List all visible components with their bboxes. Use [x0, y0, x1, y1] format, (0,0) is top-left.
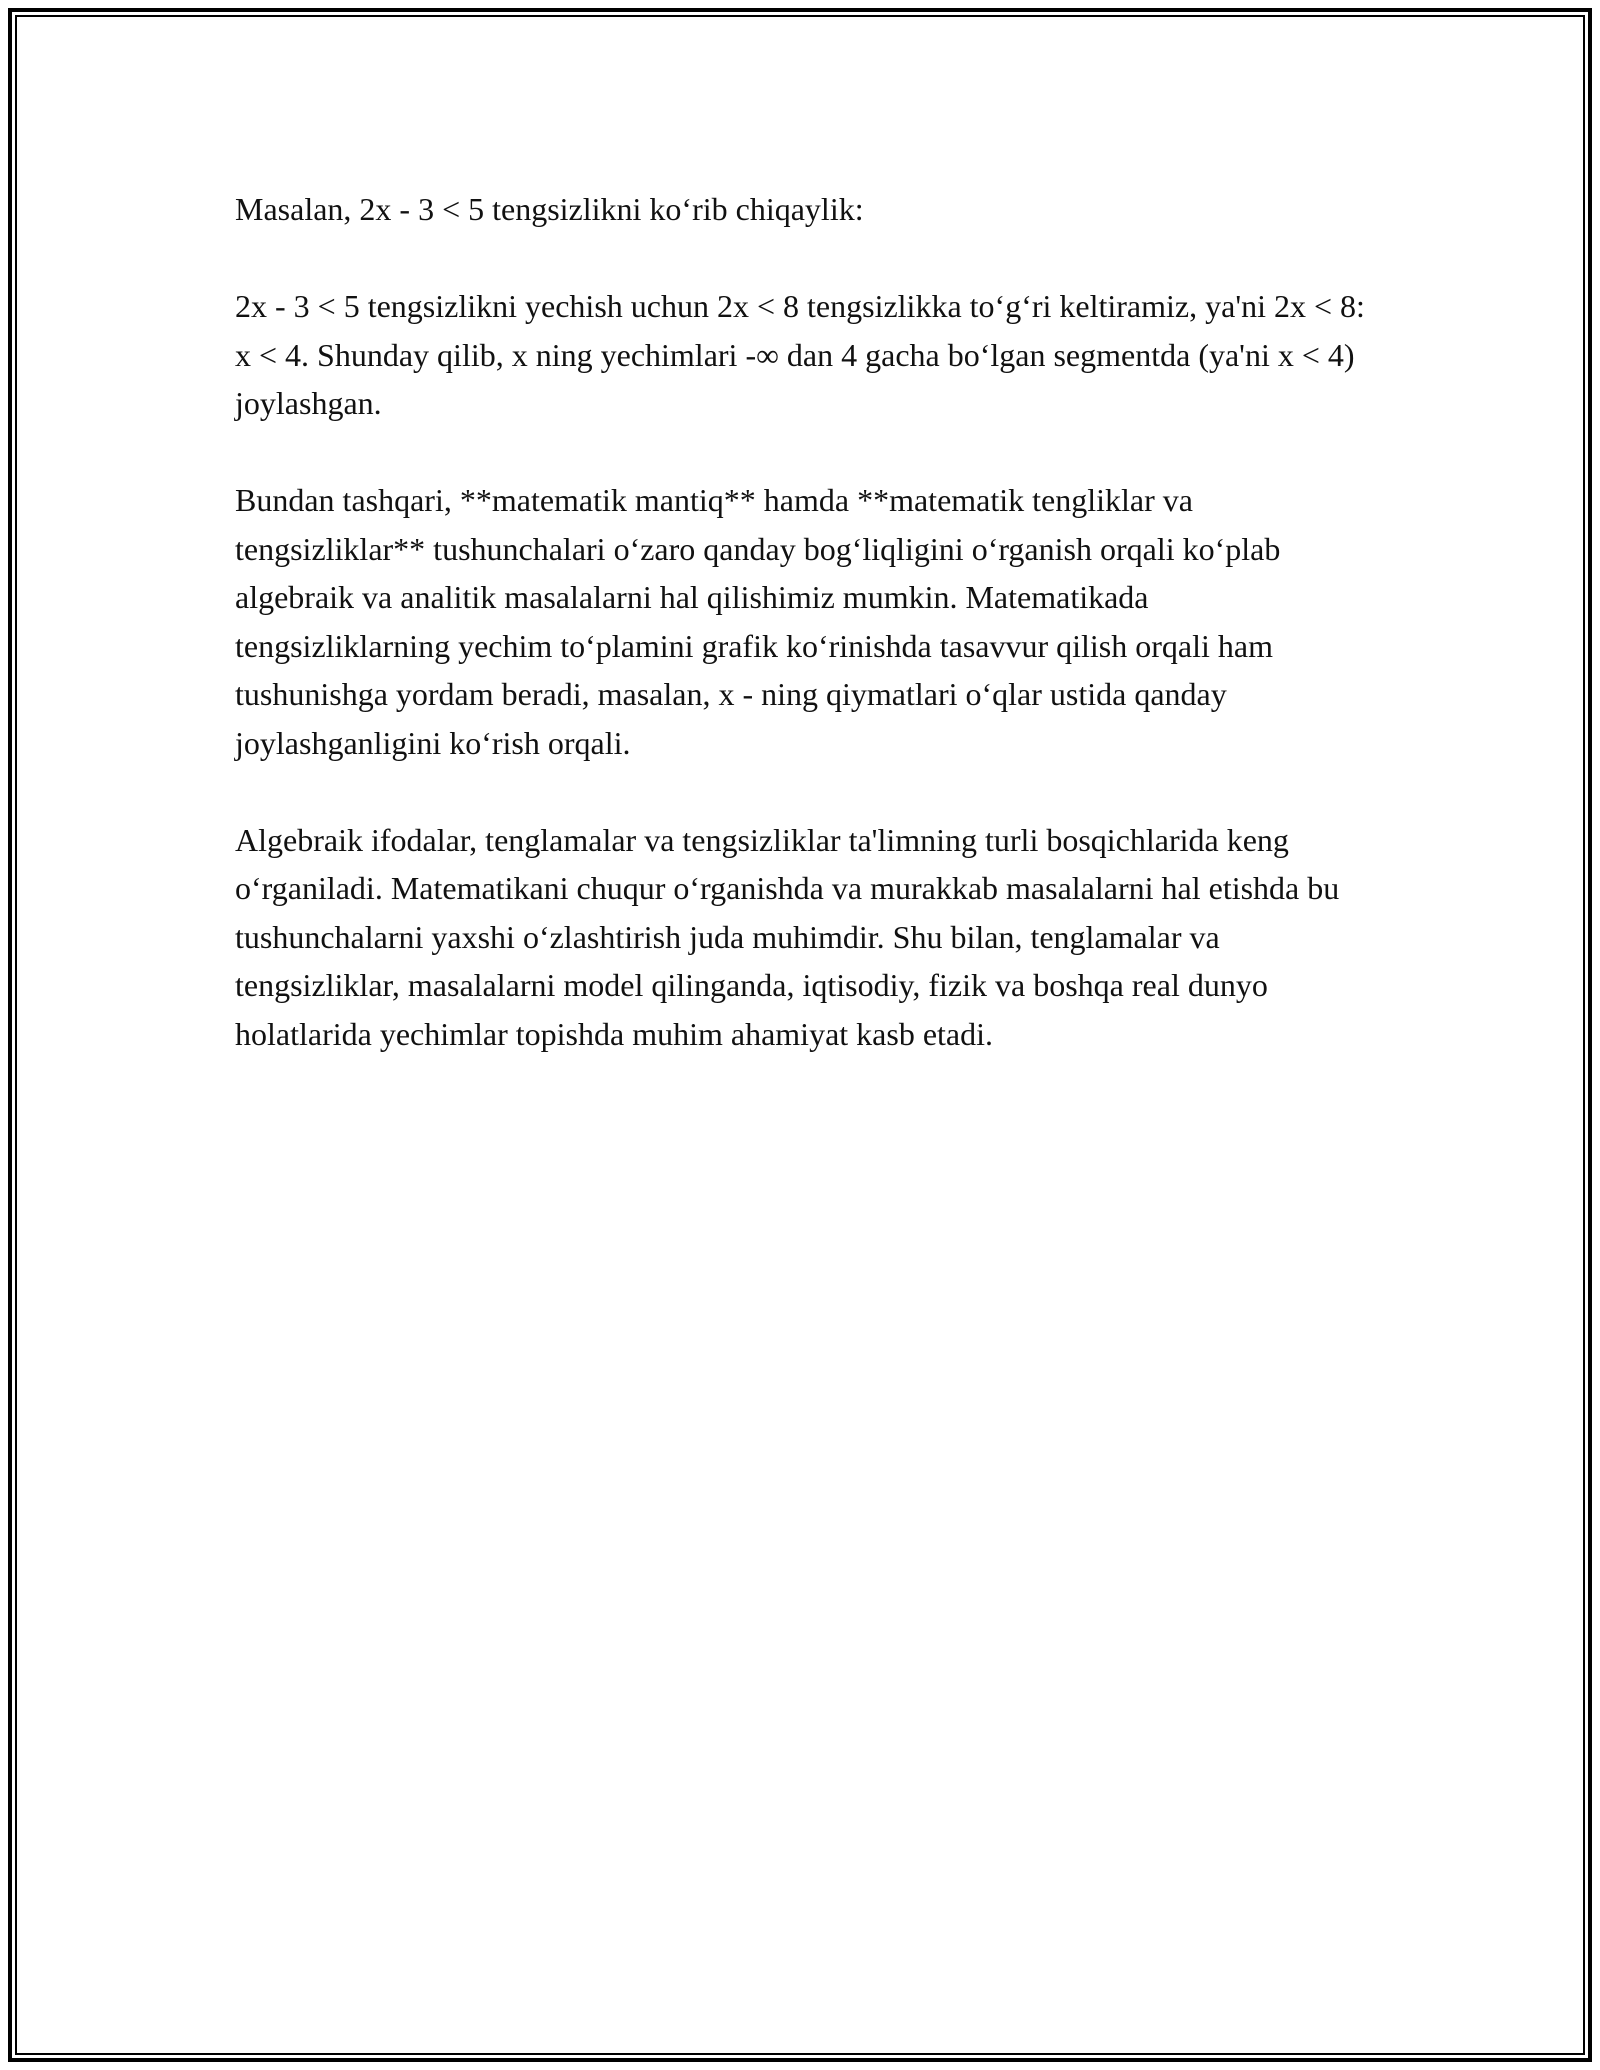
- paragraph-solution: 2x - 3 < 5 tengsizlikni yechish uchun 2x < 8 tengsizlikka to‘g‘ri keltiramiz, ya'ni 2x < 8: x < 4. Shunday qilib, x ning yechimlari -∞ dan 4 gacha bo‘lgan segmentda (ya'ni x < 4) joylashgan.: [235, 288, 1365, 421]
- paragraph-example-intro: Masalan, 2x - 3 < 5 tengsizlikni ko‘rib chiqaylik:: [235, 191, 864, 227]
- paragraph-importance: Algebraik ifodalar, tenglamalar va tengsizliklar ta'limning turli bosqichlarida keng o‘rganiladi. Matematikani chuqur o‘rganishda va murakkab masalalarni hal etishda bu tushunchalarni yaxshi o‘zlashtirish juda muhimdir. Shu bilan, tenglamalar va tengsizliklar, masalalarni model qilinganda, iqtisodiy, fizik va boshqa real dunyo holatlarida yechimlar topishda muhim ahamiyat kasb etadi.: [235, 821, 1340, 1052]
- paragraph-logic-connection: Bundan tashqari, **matematik mantiq** hamda **matematik tengliklar va tengsizliklar** tushunchalari o‘zaro qanday bog‘liqligini o‘rganish orqali ko‘plab algebraik va analitik masalalarni hal qilishimiz mumkin. Matematikada tengsizliklarning yechim to‘plamini grafik ko‘rinishda tasavvur qilish orqali ham tushunishga yordam beradi, masalan, x - ning qiymatlari o‘qlar ustida qanday joylashganligini ko‘rish orqali.: [235, 482, 1281, 761]
- document-body: [235, 185, 1370, 1058]
